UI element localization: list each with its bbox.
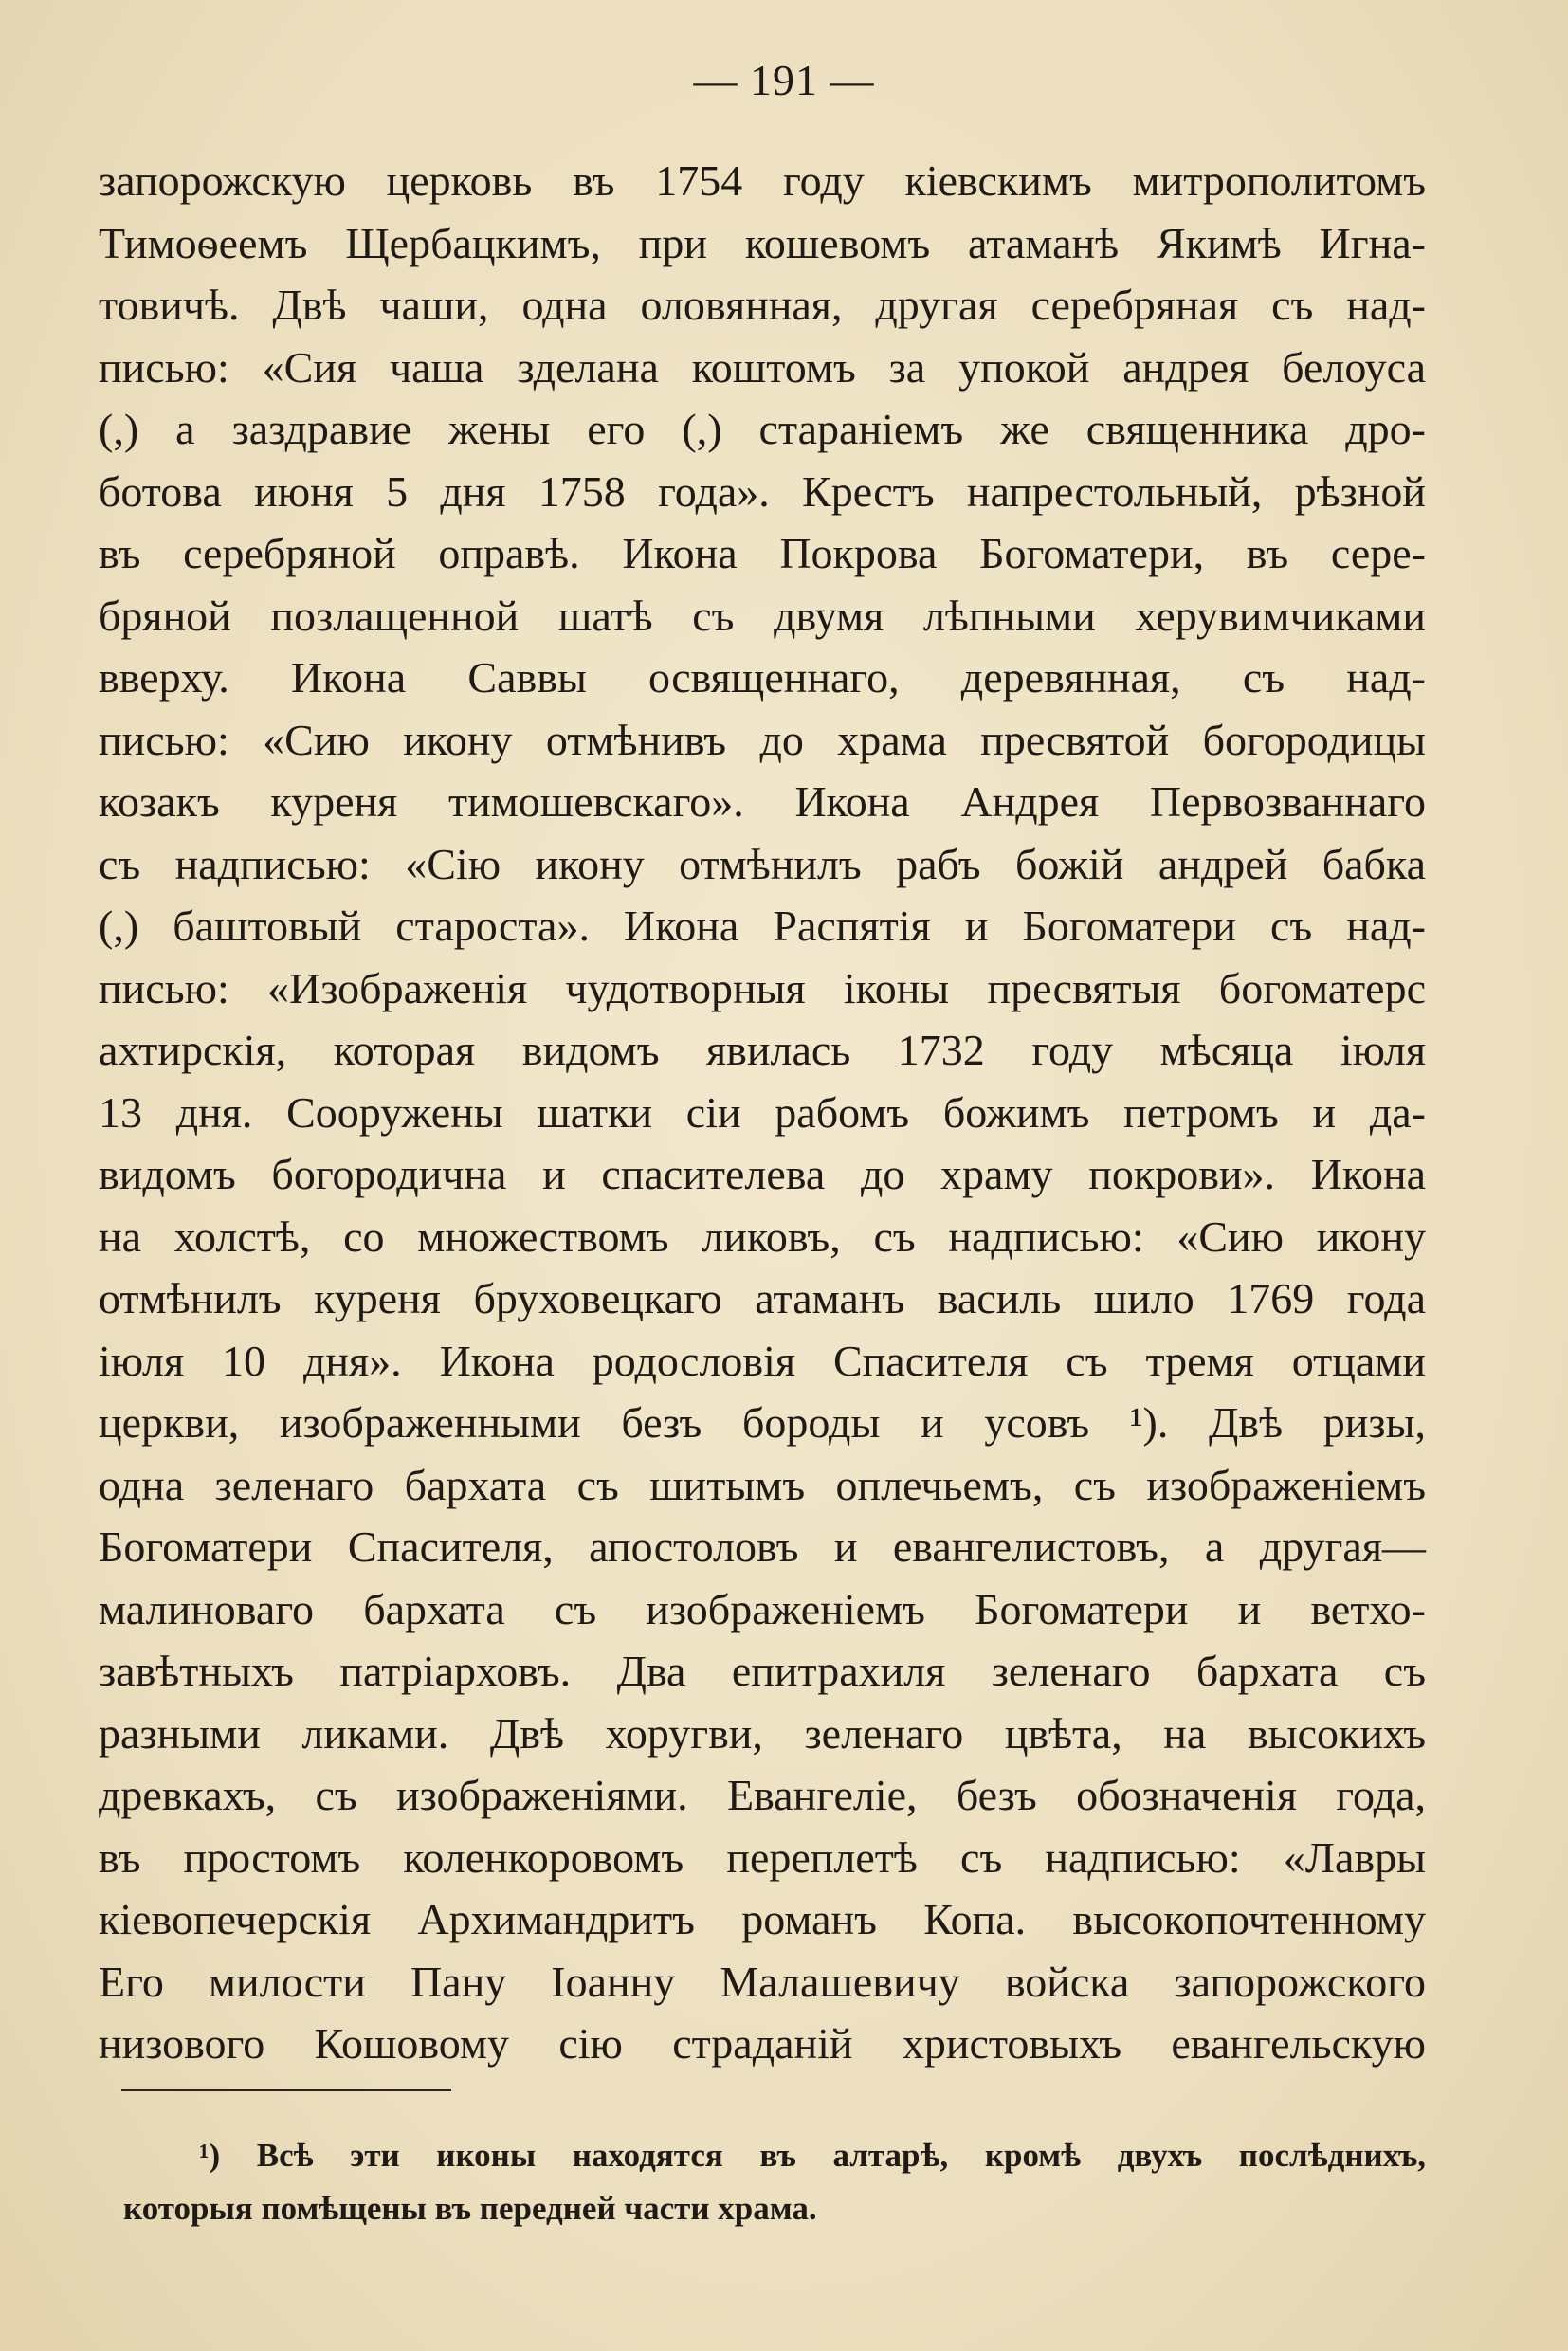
text-line: церкви, изображенными безъ бороды и усовъ ¹). Двѣ ризы, [99,1398,1426,1447]
text-line: (,) а заздравие жены его (,) стараніемъ же священника дро- [99,405,1426,453]
text-line: Богоматери Спасителя, апостоловъ и евангелистовъ, а другая— [99,1522,1426,1571]
text-line: древкахъ, съ изображеніями. Евангеліе, безъ обозначенія года, [99,1771,1426,1819]
text-line: низового Кошовому сію страданій христовыхъ евангельскую [99,2019,1426,2068]
text-line: писью: «Сия чаша зделана коштомъ за упокой андрея белоуса [99,342,1426,392]
text-line: въ серебряной оправѣ. Икона Покрова Богоматери, въ сере- [99,529,1426,577]
footnote-line: ¹) Всѣ эти иконы находятся въ алтарѣ, кромѣ двухъ послѣднихъ, [199,2137,1426,2174]
footnote-line: которыя помѣщены въ передней части храма. [123,2190,817,2227]
text-line: ботова июня 5 дня 1758 года». Крестъ напрестольный, рѣзной [99,466,1426,516]
page-number: — 191 — [693,56,875,104]
text-line: кіевопечерскія Архимандритъ романъ Копа. высокопочтенному [99,1895,1426,1943]
text-line: малиноваго бархата съ изображеніемъ Богоматери и ветхо- [99,1584,1426,1633]
footnote [123,2129,1426,2235]
text-line: іюля 10 дня». Икона родословія Спасителя съ тремя отцами [99,1336,1426,1385]
text-line: видомъ богородична и спасителева до храму покрови». Икона [99,1150,1426,1198]
text-line: бряной позлащенной шатѣ съ двумя лѣпными херувимчиками [99,591,1426,640]
text-line: писью: «Сию икону отмѣнивъ до храма пресвятой богородицы [99,715,1426,764]
text-line: завѣтныхъ патріарховъ. Два епитрахиля зеленаго бархата съ [99,1647,1426,1695]
text-line: козакъ куреня тимошевскаго». Икона Андрея Первозваннаго [99,777,1426,826]
text-line: одна зеленаго бархата съ шитымъ оплечьемъ, съ изображеніемъ [99,1460,1426,1509]
text-line: вверху. Икона Саввы освященнаго, деревянная, съ над- [99,653,1426,702]
text-line: разными ликами. Двѣ хоругви, зеленаго цвѣта, на высокихъ [99,1708,1426,1758]
text-line: писью: «Изображенія чудотворныя іконы пресвятыя богоматерс [99,963,1426,1012]
text-line: отмѣнилъ куреня бруховецкаго атаманъ василь шило 1769 года [99,1274,1426,1322]
text-line: Тимоѳеемъ Щербацкимъ, при кошевомъ атаманѣ Якимѣ Игна- [99,218,1426,267]
text-line: (,) баштовый староста». Икона Распятія и Богоматери съ над- [99,902,1426,950]
text-line: въ простомъ коленкоровомъ переплетѣ съ надписью: «Лавры [99,1832,1426,1882]
footnote-divider [121,2089,451,2091]
text-line: на холстѣ, со множествомъ ликовъ, съ надписью: «Сию икону [99,1212,1426,1261]
body-text [99,150,1426,2075]
text-line: Его милости Пану Іоанну Малашевичу войска запорожского [99,1957,1426,2006]
text-line: съ надписью: «Сію икону отмѣнилъ рабъ божій андрей бабка [99,839,1426,888]
text-line: запорожскую церковь въ 1754 году кіевскимъ митрополитомъ [99,156,1426,205]
text-line: товичѣ. Двѣ чаши, одна оловянная, другая серебряная съ над- [99,281,1426,329]
text-line: 13 дня. Сооружены шатки сіи рабомъ божимъ петромъ и да- [99,1087,1426,1137]
text-line: ахтирскія, которая видомъ явилась 1732 году мѣсяца іюля [99,1026,1426,1074]
